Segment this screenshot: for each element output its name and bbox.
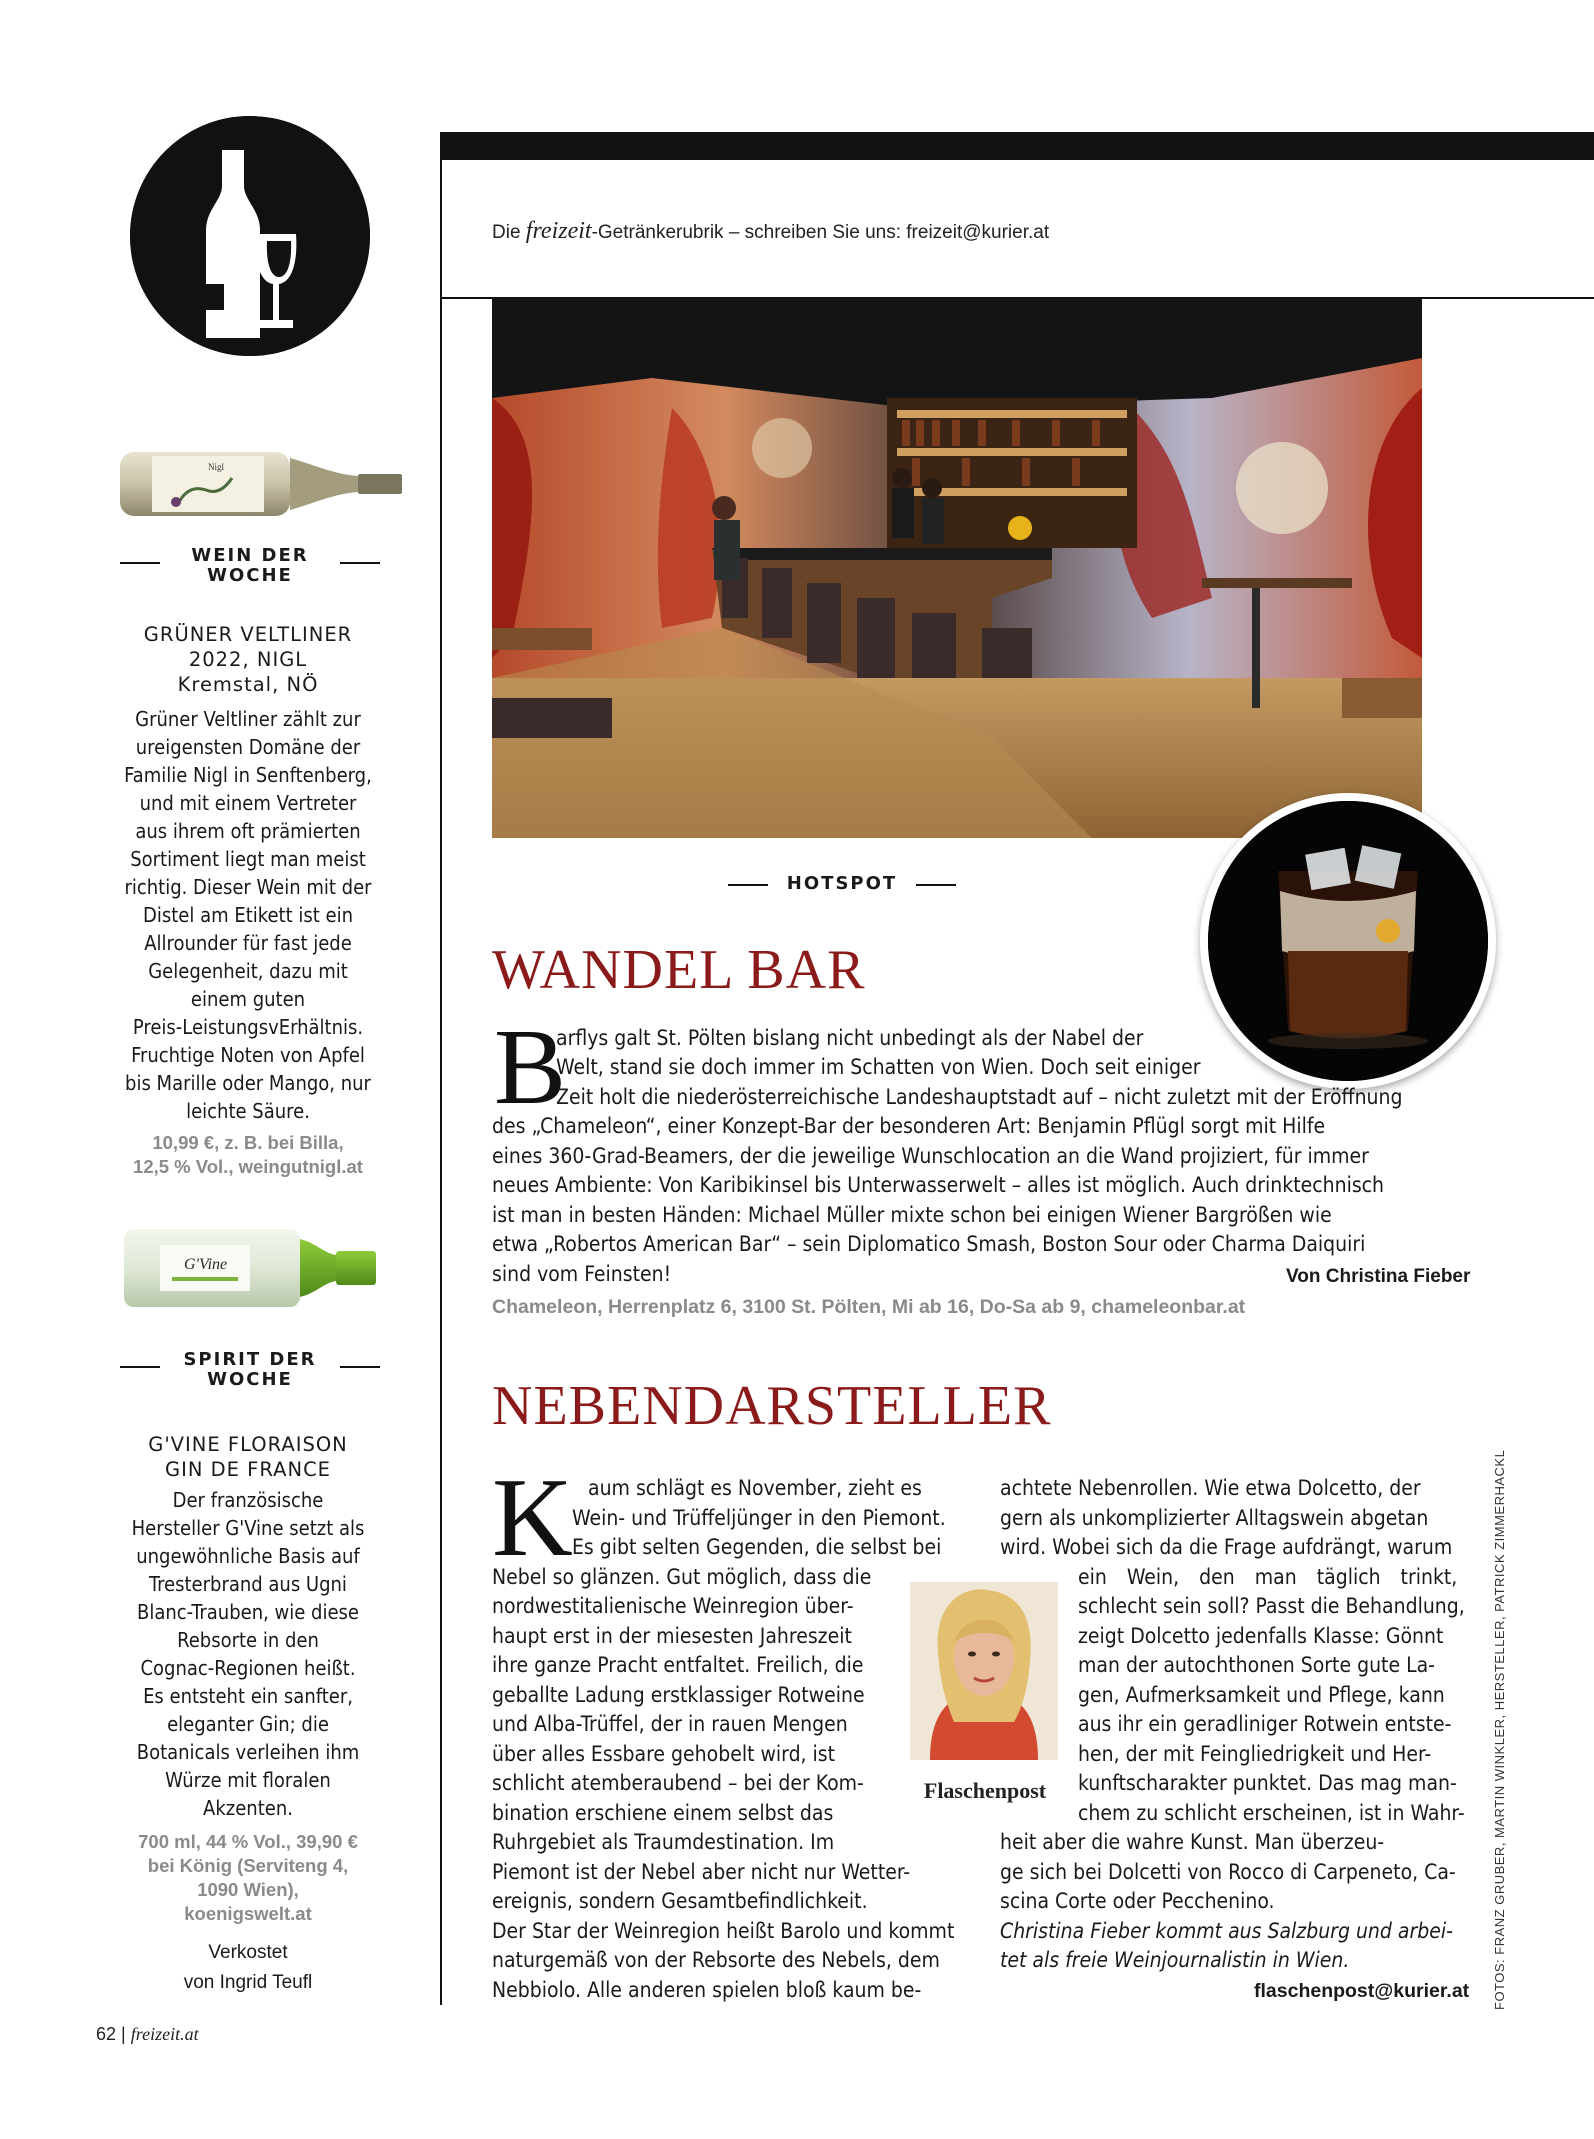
spirit-name-line: GIN DE FRANCE bbox=[164, 1458, 332, 1481]
kicker-text: SPIRIT DER bbox=[183, 1349, 317, 1370]
body-line: arflys galt St. Pölten bislang nicht unbedingt als der Nabel der bbox=[556, 1026, 1144, 1050]
body-line: hen, der mit Feingliedrigkeit und Her- bbox=[1078, 1742, 1432, 1766]
kicker-line bbox=[340, 562, 380, 564]
body-line: ein Wein, den man täglich trinkt, bbox=[1078, 1565, 1458, 1589]
spirit-price bbox=[112, 1830, 384, 1926]
body-line: Welt, stand sie doch immer im Schatten von Wien. Doch seit einiger bbox=[556, 1055, 1201, 1079]
article-headline: WANDEL BAR bbox=[492, 939, 866, 1001]
wine-price bbox=[112, 1131, 384, 1179]
author-line: Verkostet bbox=[208, 1942, 288, 1963]
article-headline: NEBENDARSTELLER bbox=[492, 1375, 1052, 1437]
spirit-block bbox=[112, 1432, 384, 1998]
author-line: von Ingrid Teufl bbox=[183, 1972, 313, 1993]
body-line: nordwestitalienische Weinregion über- bbox=[492, 1594, 854, 1618]
text-line: Würze mit floralen bbox=[165, 1768, 331, 1792]
body-line: schlicht atemberaubend – bei der Kom- bbox=[492, 1771, 864, 1795]
text-line: Blanc-Trauben, wie diese bbox=[137, 1600, 359, 1624]
text-line: Der französische bbox=[172, 1488, 324, 1512]
body-line: kunftscharakter punktet. Das mag man- bbox=[1078, 1771, 1457, 1795]
body-line: ist man in besten Händen: Michael Müller mixte schon bei einigen Wiener Bargrößen wie bbox=[492, 1203, 1332, 1227]
rubric-line bbox=[492, 218, 1049, 245]
body-line: und Alba-Trüffel, der in rauen Mengen bbox=[492, 1712, 848, 1736]
wine-kicker bbox=[168, 546, 332, 586]
spirit-name-line: G'VINE FLORAISON bbox=[148, 1433, 348, 1456]
page-number: 62 bbox=[96, 2024, 117, 2044]
body-line: neues Ambiente: Von Karibikinsel bis Unterwasserwelt – alles ist möglich. Auch drinktechnisch bbox=[492, 1173, 1385, 1197]
kicker-line bbox=[728, 884, 768, 886]
body-line: man der autochthonen Sorte gute La- bbox=[1078, 1653, 1435, 1677]
body-line: geballte Ladung erstklassiger Rotweine bbox=[492, 1683, 865, 1707]
rubric-brand: freizeit bbox=[525, 218, 592, 244]
byline: Von Christina Fieber bbox=[1286, 1266, 1471, 1287]
body-line: etwa „Robertos American Bar“ – sein Diplomatico Smash, Boston Sour oder Charma Daiquiri bbox=[492, 1232, 1366, 1256]
body-line: bination erschiene einem selbst das bbox=[492, 1801, 834, 1825]
text-line: Sortiment liegt man meist bbox=[130, 847, 366, 871]
body-line: Nebel so glänzen. Gut möglich, dass die bbox=[492, 1565, 872, 1589]
body-line: gern als unkomplizierter Alltagswein abgetan bbox=[1000, 1506, 1429, 1530]
text-line: Grüner Veltliner zählt zur bbox=[135, 707, 361, 731]
footer-brand: freizeit.at bbox=[130, 2024, 199, 2044]
wine-name-line: GRÜNER VELTLINER bbox=[143, 623, 353, 646]
wine-region: Kremstal, NÖ bbox=[177, 673, 319, 696]
author-bio-line: Christina Fieber kommt aus Salzburg und arbei- bbox=[1000, 1919, 1453, 1943]
wine-name bbox=[112, 622, 384, 697]
author-portrait bbox=[910, 1582, 1058, 1760]
body-line: chem zu schlicht erscheinen, ist in Wahr- bbox=[1078, 1801, 1465, 1825]
header-bar bbox=[440, 132, 1594, 160]
text-line: Rebsorte in den bbox=[177, 1628, 319, 1652]
text-line: Preis-LeistungsvErhältnis. bbox=[132, 1015, 364, 1039]
gin-bottle-image bbox=[120, 1225, 380, 1311]
price-line: bei König (Serviteng 4, bbox=[147, 1855, 349, 1876]
body-line: Piemont ist der Nebel aber nicht nur Wetter- bbox=[492, 1860, 911, 1884]
kicker-text: WEIN DER bbox=[191, 545, 309, 566]
body-line: Nebbiolo. Alle anderen spielen bloß kaum be- bbox=[492, 1978, 922, 2002]
body-line: scina Corte oder Pecchenino. bbox=[1000, 1889, 1275, 1913]
wine-name-line: 2022, NIGL bbox=[188, 648, 308, 671]
text-line: Akzenten. bbox=[203, 1796, 293, 1820]
wine-description bbox=[112, 705, 384, 1125]
body-line: eines 360-Grad-Beamers, der die jeweilige Wunschlocation an die Wand projiziert, für immer bbox=[492, 1144, 1369, 1168]
wine-bottle-image bbox=[118, 444, 404, 524]
kicker-text: WOCHE bbox=[207, 1369, 293, 1390]
kicker-line bbox=[120, 562, 160, 564]
text-line: bis Marille oder Mango, nur bbox=[125, 1071, 371, 1095]
body-line: haupt erst in der miesesten Jahreszeit bbox=[492, 1624, 852, 1648]
text-line: Cognac-Regionen heißt. bbox=[140, 1656, 356, 1680]
footer-separator: | bbox=[121, 2024, 126, 2044]
body-line: ereignis, sondern Gesamtbefindlichkeit. bbox=[492, 1889, 868, 1913]
price-line: 1090 Wien), bbox=[197, 1879, 299, 1900]
body-line: Zeit holt die niederösterreichische Landeshauptstadt auf – nicht zuletzt mit der Eröffnung bbox=[556, 1085, 1403, 1109]
kicker-line bbox=[916, 884, 956, 886]
body-line: über alles Essbare gehobelt wird, ist bbox=[492, 1742, 836, 1766]
contact-email: flaschenpost@kurier.at bbox=[1254, 1980, 1470, 2002]
text-line: Allrounder für fast jede bbox=[144, 931, 352, 955]
svg-text:Nigl: Nigl bbox=[208, 462, 225, 472]
text-line: Distel am Etikett ist ein bbox=[143, 903, 353, 927]
text-line: einem guten bbox=[190, 987, 306, 1011]
body-line: schlecht sein soll? Passt die Behandlung, bbox=[1078, 1594, 1465, 1618]
spirit-kicker bbox=[168, 1350, 332, 1390]
body-line: des „Chameleon“, einer Konzept-Bar der besonderen Art: Benjamin Pflügl sorgt mit Hilfe bbox=[492, 1114, 1326, 1138]
text-line: und mit einem Vertreter bbox=[139, 791, 357, 815]
text-line: ureigensten Domäne der bbox=[135, 735, 361, 759]
author-bio-line: tet als freie Weinjournalistin in Wien. bbox=[1000, 1948, 1350, 1972]
wine-block bbox=[112, 622, 384, 1179]
body-line: sind vom Feinsten! bbox=[492, 1262, 672, 1286]
text-line: Fruchtige Noten von Apfel bbox=[131, 1043, 365, 1067]
spirit-name bbox=[112, 1432, 384, 1482]
body-line: heit aber die wahre Kunst. Man überzeu- bbox=[1000, 1830, 1385, 1854]
body-line: Der Star der Weinregion heißt Barolo und kommt bbox=[492, 1919, 955, 1943]
cocktail-photo bbox=[1200, 793, 1496, 1089]
price-line: 12,5 % Vol., weingutnigl.at bbox=[133, 1156, 363, 1177]
venue-info: Chameleon, Herrenplatz 6, 3100 St. Pölten, Mi ab 16, Do-Sa ab 9, chameleonbar.at bbox=[492, 1296, 1246, 1318]
wine-bottle-glass-icon bbox=[130, 116, 370, 356]
text-line: Es entsteht ein sanfter, bbox=[143, 1684, 353, 1708]
body-line: Es gibt selten Gegenden, die selbst bei bbox=[572, 1535, 942, 1559]
dropcap: K bbox=[492, 1456, 573, 1580]
text-line: eleganter Gin; die bbox=[167, 1712, 329, 1736]
body-line: Wein- und Trüffeljünger in den Piemont. bbox=[572, 1506, 946, 1530]
price-line: 700 ml, 44 % Vol., 39,90 € bbox=[138, 1831, 358, 1852]
price-line: koenigswelt.at bbox=[184, 1903, 312, 1924]
tasting-author bbox=[112, 1938, 384, 1998]
kicker-line bbox=[340, 1366, 380, 1368]
hotspot-kicker: HOTSPOT bbox=[786, 873, 898, 894]
body-line: aum schlägt es November, zieht es bbox=[588, 1476, 922, 1500]
body-line: aus ihr ein geradliniger Rotwein entste- bbox=[1078, 1712, 1452, 1736]
text-line: ungewöhnliche Basis auf bbox=[136, 1544, 360, 1568]
text-line: aus ihrem oft prämierten bbox=[135, 819, 361, 843]
text-line: Familie Nigl in Senftenberg, bbox=[124, 763, 372, 787]
frame-rule bbox=[440, 160, 442, 2005]
rubric-suffix: -Getränkerubrik – schreiben Sie uns: freizeit@kurier.at bbox=[591, 222, 1050, 243]
spirit-description bbox=[112, 1486, 384, 1822]
kicker-text: WOCHE bbox=[207, 565, 293, 586]
rubric-prefix: Die bbox=[492, 222, 526, 243]
body-line: naturgemäß von der Rebsorte des Nebels, dem bbox=[492, 1948, 940, 1972]
body-line: zeigt Dolcetto jedenfalls Klasse: Gönnt bbox=[1078, 1624, 1444, 1648]
page-footer bbox=[96, 2024, 199, 2045]
photo-credit bbox=[1492, 1449, 1516, 2020]
price-line: 10,99 €, z. B. bei Billa, bbox=[152, 1132, 344, 1153]
portrait-caption: Flaschenpost bbox=[923, 1778, 1047, 1803]
bar-interior-photo bbox=[492, 298, 1422, 838]
body-line: ihre ganze Pracht entfaltet. Freilich, die bbox=[492, 1653, 864, 1677]
body-line: achtete Nebenrollen. Wie etwa Dolcetto, der bbox=[1000, 1476, 1421, 1500]
kicker-line bbox=[120, 1366, 160, 1368]
text-line: richtig. Dieser Wein mit der bbox=[124, 875, 372, 899]
svg-text:G'Vine: G'Vine bbox=[184, 1256, 228, 1273]
text-line: Tresterbrand aus Ugni bbox=[149, 1572, 347, 1596]
body-line: wird. Wobei sich da die Frage aufdrängt, warum bbox=[1000, 1535, 1453, 1559]
body-line: gen, Aufmerksamkeit und Pflege, kann bbox=[1078, 1683, 1445, 1707]
text-line: Hersteller G'Vine setzt als bbox=[131, 1516, 365, 1540]
text-line: leichte Säure. bbox=[186, 1099, 310, 1123]
text-line: Gelegenheit, dazu mit bbox=[148, 959, 348, 983]
body-line: ge sich bei Dolcetti von Rocco di Carpeneto, Ca- bbox=[1000, 1860, 1456, 1884]
text-line: Botanicals verleihen ihm bbox=[136, 1740, 360, 1764]
photo-credit-text: FOTOS: FRANZ GRUBER, MARTIN WINKLER, HERSTELLER, PATRICK ZIMMERHACKL bbox=[1492, 1449, 1507, 2010]
body-line: Ruhrgebiet als Traumdestination. Im bbox=[492, 1830, 835, 1854]
dropcap: B bbox=[494, 1008, 567, 1127]
